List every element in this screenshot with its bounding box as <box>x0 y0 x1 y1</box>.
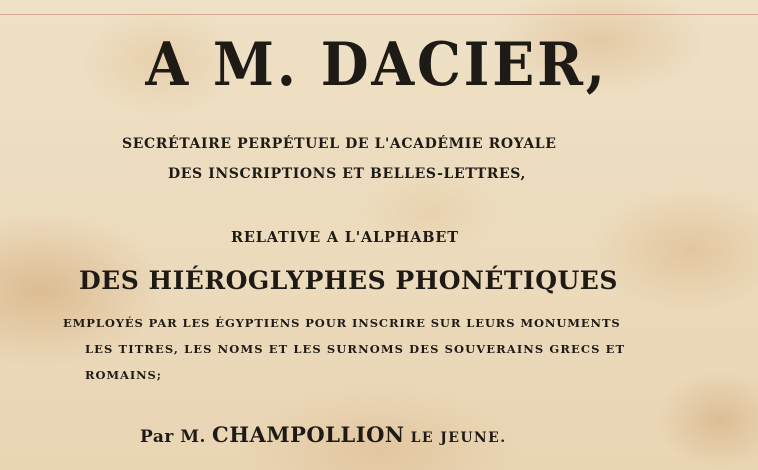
author-name: CHAMPOLLION <box>212 422 405 447</box>
author-prefix: Par M. <box>140 427 206 447</box>
author-suffix: LE JEUNE. <box>410 430 507 446</box>
subject-heading: DES HIÉROGLYPHES PHONÉTIQUES <box>79 266 618 295</box>
subject-detail-line-3: ROMAINS; <box>85 368 162 382</box>
subject-detail-line-1: EMPLOYÉS PAR LES ÉGYPTIENS POUR INSCRIRE SUR LEURS MONUMENTS <box>63 316 621 330</box>
dedicatee-title-line-2: DES INSCRIPTIONS ET BELLES-LETTRES, <box>168 166 526 182</box>
top-rule-divider <box>0 14 758 15</box>
author-line <box>140 422 506 447</box>
dedicatee-title-line-1: SECRÉTAIRE PERPÉTUEL DE L'ACADÉMIE ROYALE <box>122 136 557 152</box>
dedicatee-heading: A M. DACIER, <box>145 30 608 100</box>
subject-detail-line-2: LES TITRES, LES NOMS ET LES SURNOMS DES SOUVERAINS GRECS ET <box>85 342 626 356</box>
relative-line: RELATIVE A L'ALPHABET <box>231 229 459 246</box>
